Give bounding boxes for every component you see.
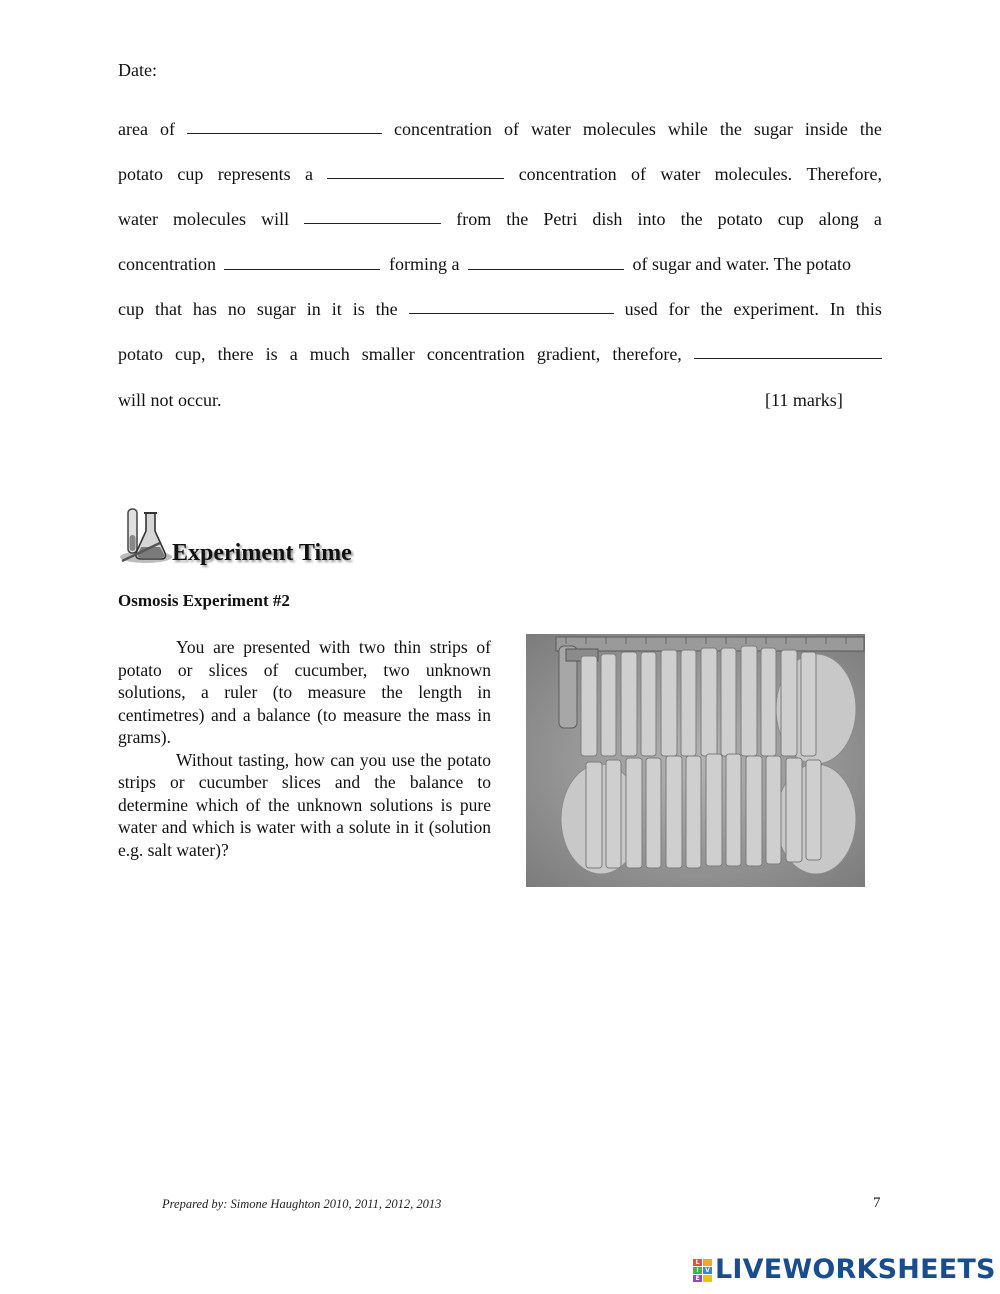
date-label: Date: [118,60,157,80]
word: therefore, [612,344,682,364]
word: much [309,344,350,364]
word: a [289,344,298,364]
word: gradient, [536,344,601,364]
word: the [700,299,723,319]
word: a [873,209,882,229]
fill-in-line-5 [118,298,882,320]
word: the [506,209,529,229]
word: that [154,299,182,319]
blank-field-7[interactable] [694,343,882,359]
experiment-text [118,636,491,861]
fill-in-line-6 [118,343,882,365]
word: cup [118,299,144,319]
word: of sugar and water. The potato [632,254,852,274]
word: in [306,299,321,319]
page-number: 7 [873,1195,881,1211]
word: water [660,164,701,184]
footer-credit: Prepared by: Simone Haughton 2010, 2011, 2012, 2013 [162,1197,442,1211]
word: dish [592,209,623,229]
word: this [855,299,882,319]
fill-in-line-7: will not occur. [118,390,222,410]
blank-field-4[interactable] [224,254,380,270]
word: concentration [426,344,525,364]
word: molecules. [714,164,793,184]
potato-strips-photo [526,634,865,887]
logo-blocks [693,1259,712,1282]
word: Petri [543,209,578,229]
word: while [667,119,708,139]
word: sugar [753,119,793,139]
word: is [352,299,365,319]
word: concentration [518,164,617,184]
logo-block: V [703,1267,712,1274]
word: concentration [393,119,492,139]
experiment-paragraph-1: You are presented with two thin strips of potato or slices of cucumber, two unknown solutions, a ruler (to measure the length in centimetres) and a balance (to measure the mass in grams). [118,637,491,747]
blank-field-3[interactable] [304,208,441,224]
blank-field-5[interactable] [468,254,624,270]
word: water [530,119,571,139]
experiment-paragraph-2: Without tasting, how can you use the potato strips or cucumber slices and the balance to determine which of the unknown solutions is pure water and which is water with a solute in it (solution e.g. salt water)? [118,749,491,860]
word: there [217,344,254,364]
liveworksheets-logo [693,1253,996,1287]
word: smaller [361,344,415,364]
word: concentration [118,254,216,274]
word: experiment. [733,299,819,319]
word: cup, [175,344,206,364]
word: molecules [173,209,247,229]
fill-in-line-3 [118,208,882,230]
word: has [192,299,217,319]
logo-block [703,1275,712,1282]
blank-field-1[interactable] [187,118,382,134]
blank-field-2[interactable] [327,163,504,179]
word: the [719,119,742,139]
word: water [118,209,158,229]
section-title: Experiment Time [172,540,352,566]
word: it [331,299,342,319]
word: used [624,299,658,319]
word: cup [777,209,804,229]
logo-block [703,1259,712,1266]
word: Therefore, [806,164,882,184]
logo-block: I [693,1267,702,1274]
flask-icon [116,505,176,567]
word: molecules [582,119,656,139]
word: cup [177,164,204,184]
experiment-subheading: Osmosis Experiment #2 [118,591,290,610]
logo-block: L [693,1259,702,1266]
word: into [637,209,666,229]
word: area [118,119,148,139]
word: sugar [256,299,296,319]
word: is [265,344,278,364]
fill-in-line-4 [118,253,882,275]
word: In [829,299,845,319]
word: for [668,299,690,319]
word: no [227,299,246,319]
blank-field-6[interactable] [409,298,614,314]
word: forming a [388,254,460,274]
word: potato [118,164,163,184]
word: of [503,119,519,139]
word: of [631,164,646,184]
word: along [818,209,859,229]
marks-label: [11 marks] [765,390,843,410]
word: potato [717,209,763,229]
logo-text: LIVEWORKSHEETS [715,1254,996,1285]
word: of [159,119,175,139]
word: the [680,209,703,229]
word: will [261,209,290,229]
word: the [375,299,398,319]
word: the [859,119,882,139]
word: from [456,209,492,229]
logo-block: E [693,1275,702,1282]
word: potato [118,344,163,364]
fill-in-line-2 [118,163,882,185]
word: represents [217,164,291,184]
word: inside [804,119,848,139]
word: a [305,164,313,184]
fill-in-line-1 [118,118,882,140]
